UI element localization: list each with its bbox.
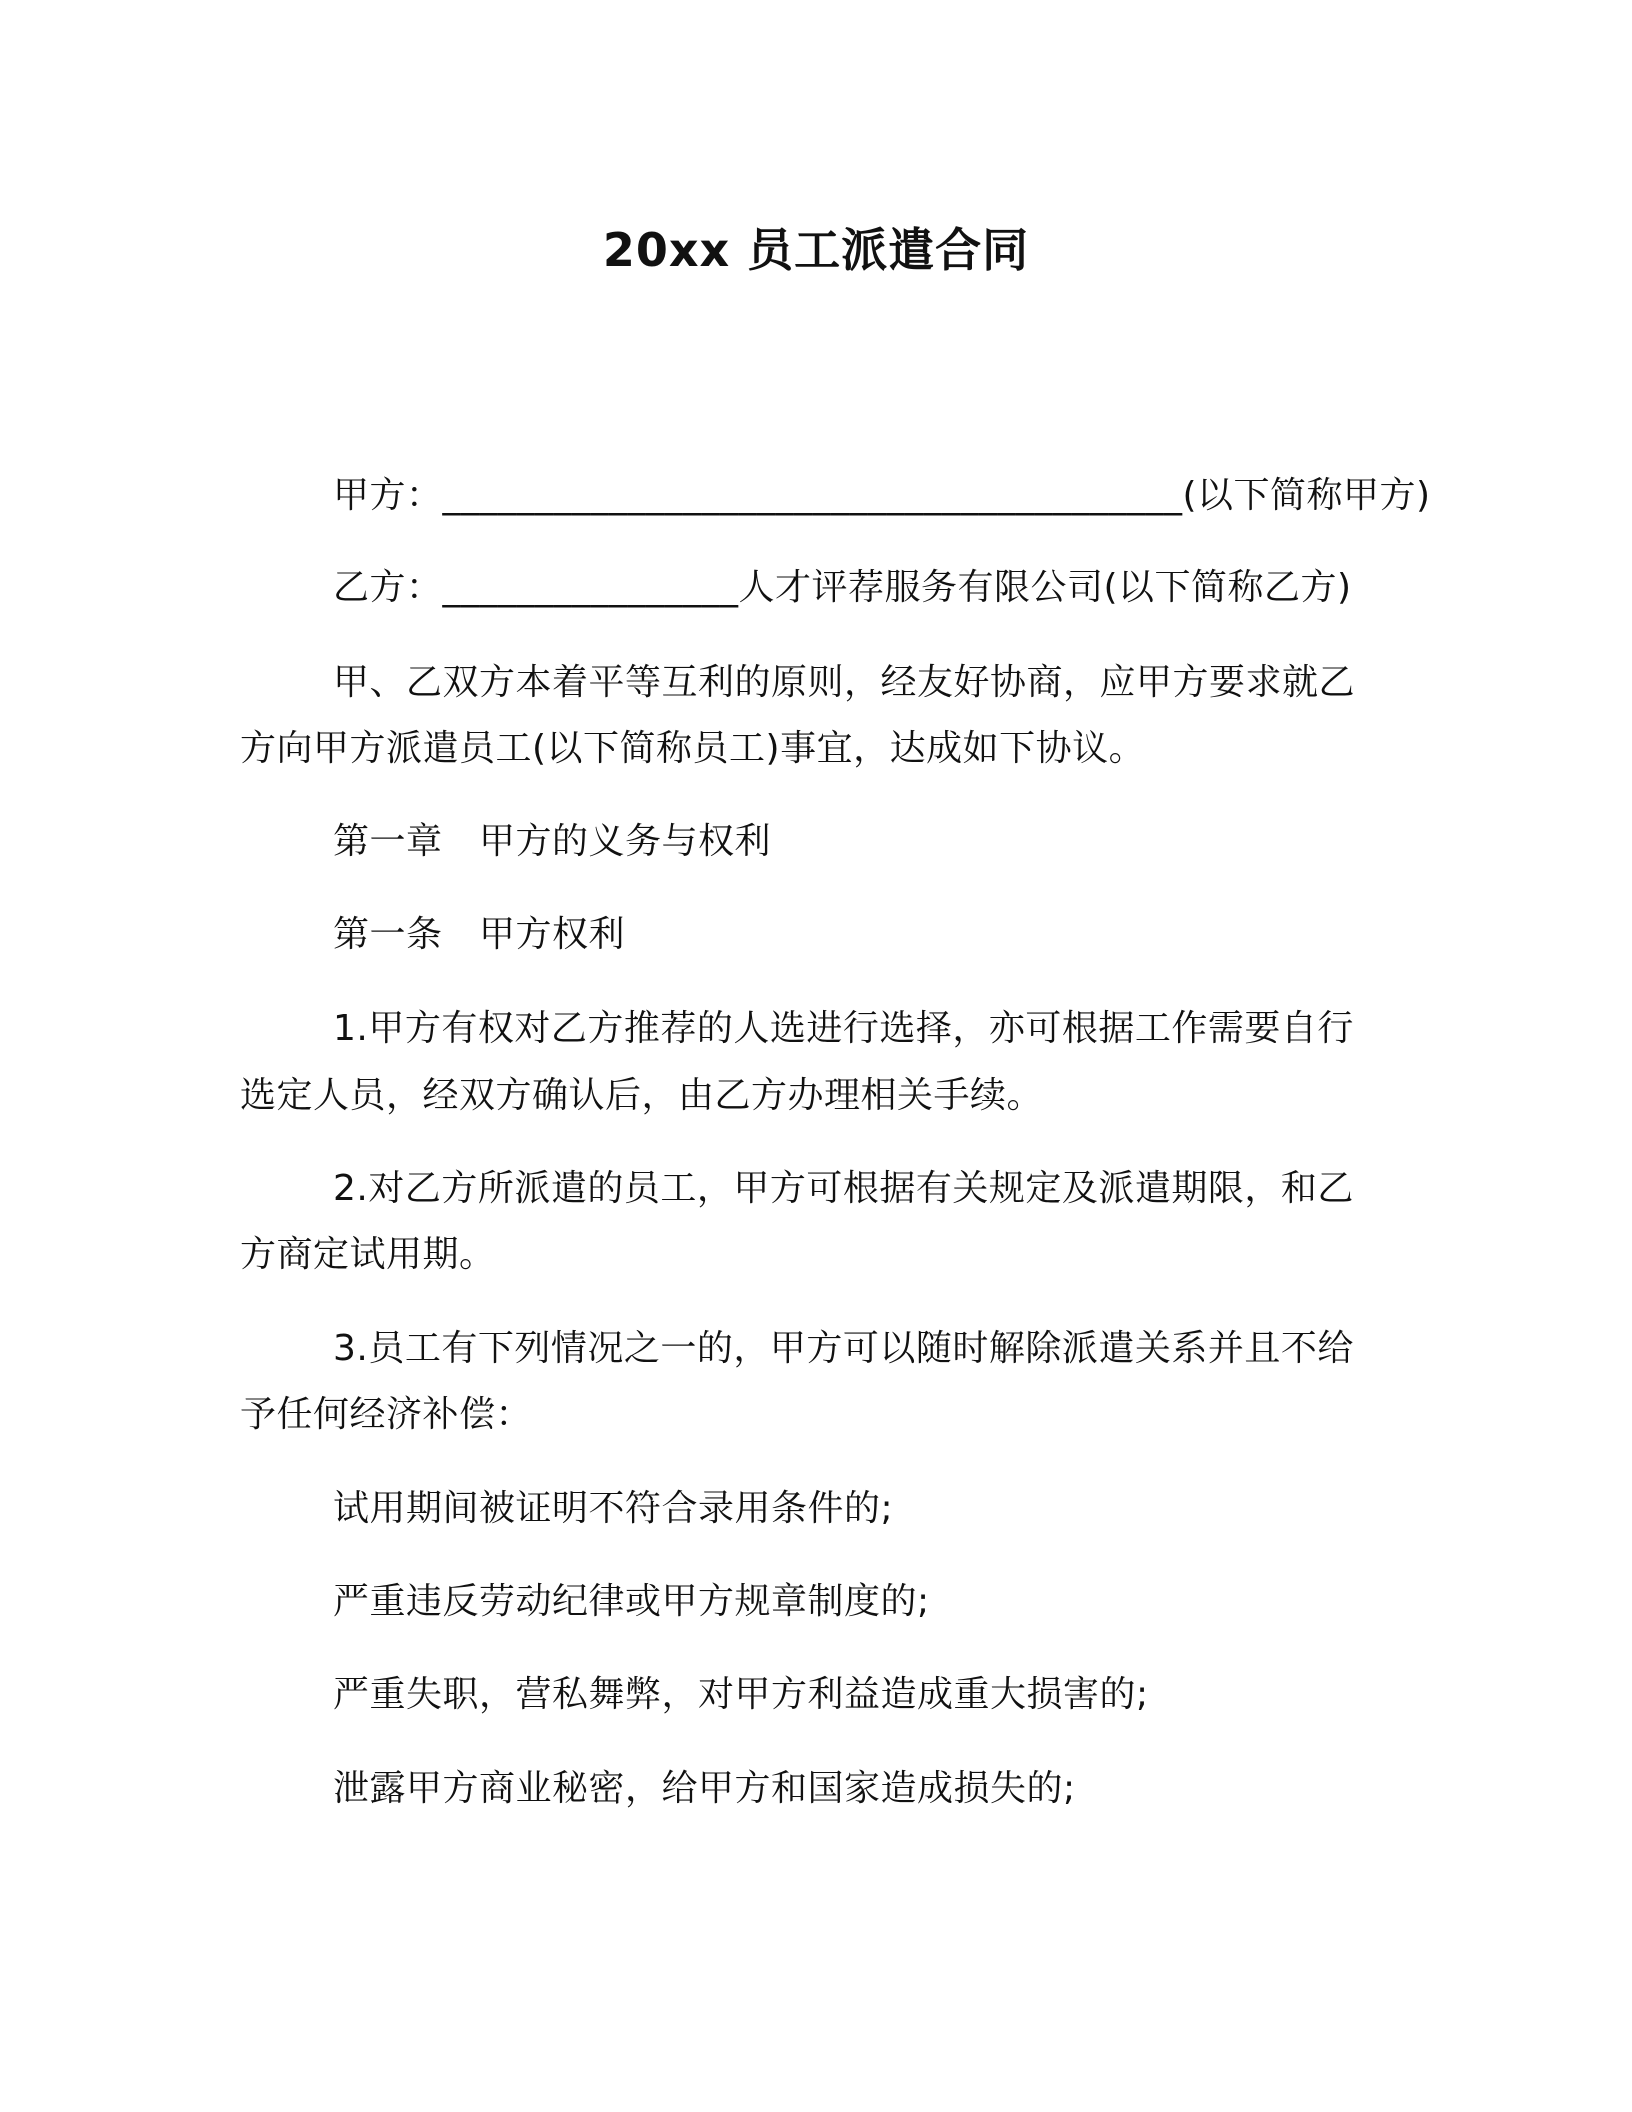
item-2-line-1: 2.对乙方所派遣的员工，甲方可根据有关规定及派遣期限，和乙 (333, 1168, 1354, 1209)
party-b-line: 乙方：________________人才评荐服务有限公司(以下简称乙方) (333, 567, 1352, 608)
party-a-line: 甲方：________________________________________(以下简称甲方) (333, 475, 1431, 516)
item-1-line-1: 1.甲方有权对乙方推荐的人选进行选择，亦可根据工作需要自行 (333, 1008, 1354, 1049)
condition-2: 严重违反劳动纪律或甲方规章制度的; (333, 1581, 930, 1622)
article-heading: 第一条 甲方权利 (333, 914, 626, 955)
document-title: 20xx 员工派遣合同 (602, 223, 1030, 277)
intro-line-2: 方向甲方派遣员工(以下简称员工)事宜，达成如下协议。 (240, 728, 1146, 769)
condition-3: 严重失职，营私舞弊，对甲方利益造成重大损害的; (333, 1674, 1149, 1715)
item-1-line-2: 选定人员，经双方确认后，由乙方办理相关手续。 (240, 1075, 1044, 1116)
item-3-line-2: 予任何经济补偿： (240, 1394, 533, 1435)
item-2-line-2: 方商定试用期。 (240, 1234, 496, 1275)
intro-line-1: 甲、乙双方本着平等互利的原则，经友好协商，应甲方要求就乙 (333, 662, 1356, 703)
item-3-line-1: 3.员工有下列情况之一的，甲方可以随时解除派遣关系并且不给 (333, 1328, 1354, 1369)
chapter-heading: 第一章 甲方的义务与权利 (333, 821, 772, 862)
condition-1: 试用期间被证明不符合录用条件的; (333, 1488, 894, 1529)
condition-4: 泄露甲方商业秘密，给甲方和国家造成损失的; (333, 1768, 1076, 1809)
